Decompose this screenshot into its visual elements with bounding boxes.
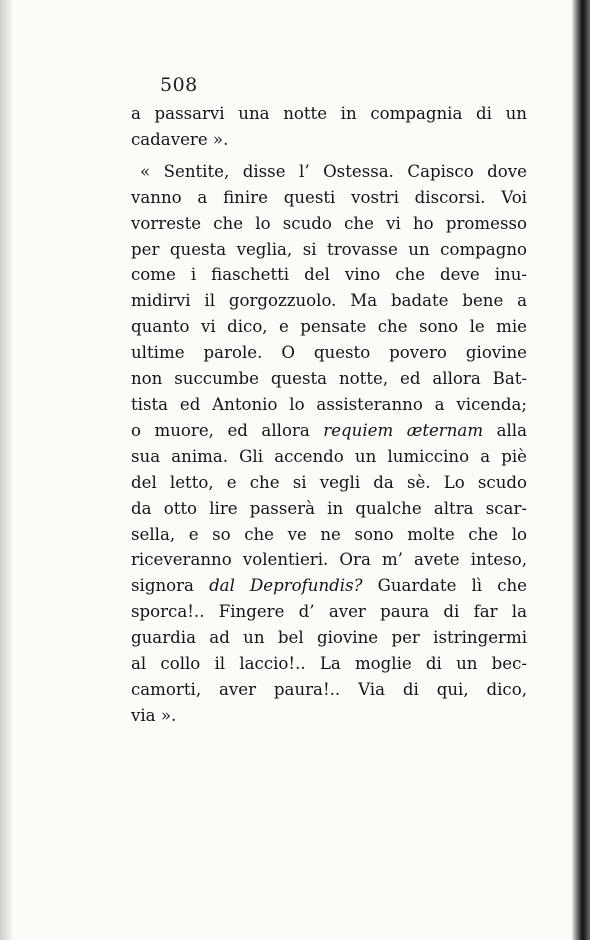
text-line: quanto vi dico, e pensate che sono le mie <box>131 317 527 337</box>
text-line: sua anima. Gli accendo un lumiccino a piè <box>131 446 527 466</box>
text-line: o muore, ed allora requiem æternam alla <box>131 420 527 440</box>
text-line: per questa veglia, si trovasse un compagno <box>131 239 527 259</box>
body-text <box>131 101 527 729</box>
text-line: camorti, aver paura!.. Via di qui, dico, <box>131 679 527 699</box>
text-line: sella, e so che ve ne sono molte che lo <box>131 524 527 544</box>
page-edge <box>572 0 590 940</box>
text-line: via ». <box>131 705 177 725</box>
italic-phrase: requiem æternam <box>323 420 484 440</box>
text-line: come i fiaschetti del vino che deve inu- <box>131 265 527 285</box>
text-line: vanno a finire questi vostri discorsi. Voi <box>131 187 527 207</box>
text-line: signora dal Deprofundis? Guardate lì che <box>131 576 528 596</box>
text-line: midirvi il gorgozzuolo. Ma badate bene a <box>131 291 527 311</box>
text-line: a passarvi una notte in compagnia di un <box>131 104 527 123</box>
text-line: del letto, e che si vegli da sè. Lo scudo <box>131 472 527 492</box>
text-line: sporca!.. Fingere d’ aver paura di far la <box>131 602 527 622</box>
text-line: riceveranno volentieri. Ora m’ avete inteso, <box>131 550 527 570</box>
text-line: tista ed Antonio lo assisteranno a vicenda; <box>131 394 527 414</box>
text-line: ultime parole. O questo povero giovine <box>131 343 527 363</box>
page-gutter-shadow <box>0 0 12 940</box>
text-line: cadavere ». <box>131 129 229 149</box>
page-number: 508 <box>160 74 198 96</box>
paragraph-first-line: « Sentite, disse l’ Ostessa. Capisco dove <box>140 161 527 181</box>
text-line: al collo il laccio!.. La moglie di un bec- <box>131 654 527 674</box>
italic-phrase: dal Deprofundis? <box>209 576 363 596</box>
text-line: non succumbe questa notte, ed allora Bat- <box>131 369 527 389</box>
text-line: vorreste che lo scudo che vi ho promesso <box>131 213 527 233</box>
text-line: guardia ad un bel giovine per istringermi <box>131 628 527 648</box>
text-line: da otto lire passerà in qualche altra scar- <box>131 498 527 518</box>
